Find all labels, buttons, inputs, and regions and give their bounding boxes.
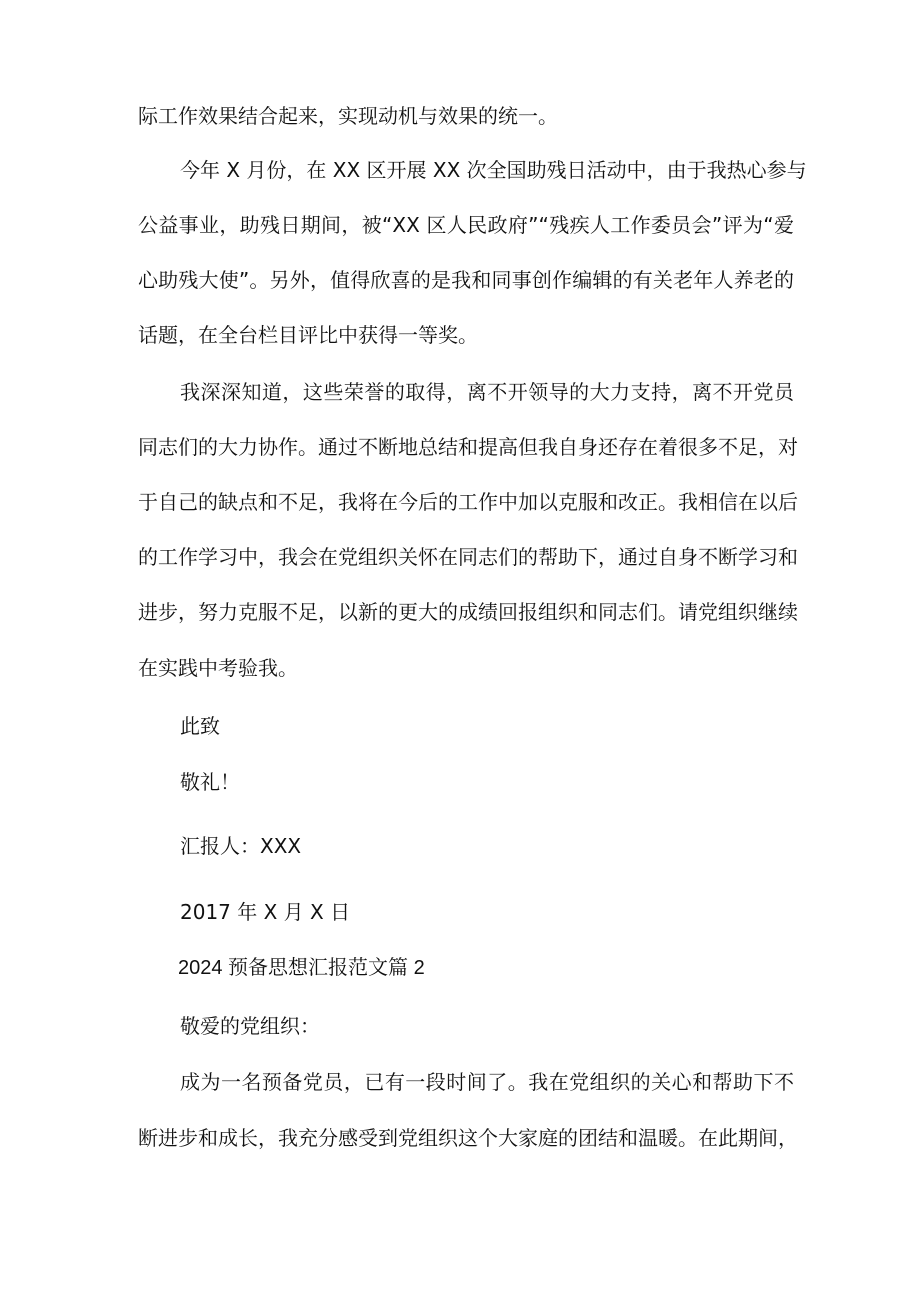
paragraph-line: 我深深知道，这些荣誉的取得，离不开领导的大力支持，离不开党员 bbox=[180, 380, 794, 404]
paragraph-line: 成为一名预备党员，已有一段时间了。我在党组织的关心和帮助下不 bbox=[180, 1070, 794, 1094]
paragraph-line: 公益事业，助残日期间，被“XX 区人民政府”“残疾人工作委员会”评为“爱 bbox=[138, 213, 794, 237]
section-title: 2024 预备思想汇报范文篇 2 bbox=[178, 957, 425, 979]
closing-salutation-1: 此致 bbox=[180, 714, 220, 738]
paragraph-line: 今年 X 月份，在 XX 区开展 XX 次全国助残日活动中，由于我热心参与 bbox=[180, 158, 807, 182]
reporter-signature: 汇报人：XXX bbox=[180, 834, 302, 858]
closing-salutation-2: 敬礼！ bbox=[180, 770, 240, 794]
paragraph-line: 际工作效果结合起来，实现动机与效果的统一。 bbox=[138, 104, 558, 128]
paragraph-line: 于自己的缺点和不足，我将在今后的工作中加以克服和改正。我相信在以后 bbox=[138, 490, 798, 514]
paragraph-line: 在实践中考验我。 bbox=[138, 656, 298, 680]
greeting-line: 敬爱的党组织： bbox=[180, 1014, 320, 1038]
paragraph-line: 同志们的大力协作。通过不断地总结和提高但我自身还存在着很多不足，对 bbox=[138, 435, 798, 459]
paragraph-line: 断进步和成长，我充分感受到党组织这个大家庭的团结和温暖。在此期间， bbox=[138, 1126, 798, 1150]
paragraph-line: 进步，努力克服不足，以新的更大的成绩回报组织和同志们。请党组织继续 bbox=[138, 600, 798, 624]
paragraph-line: 的工作学习中，我会在党组织关怀在同志们的帮助下，通过自身不断学习和 bbox=[138, 545, 798, 569]
report-date: 2017 年 X 月 X 日 bbox=[180, 900, 351, 924]
paragraph-line: 话题，在全台栏目评比中获得一等奖。 bbox=[138, 323, 478, 347]
paragraph-line: 心助残大使”。另外，值得欣喜的是我和同事创作编辑的有关老年人养老的 bbox=[138, 268, 794, 292]
